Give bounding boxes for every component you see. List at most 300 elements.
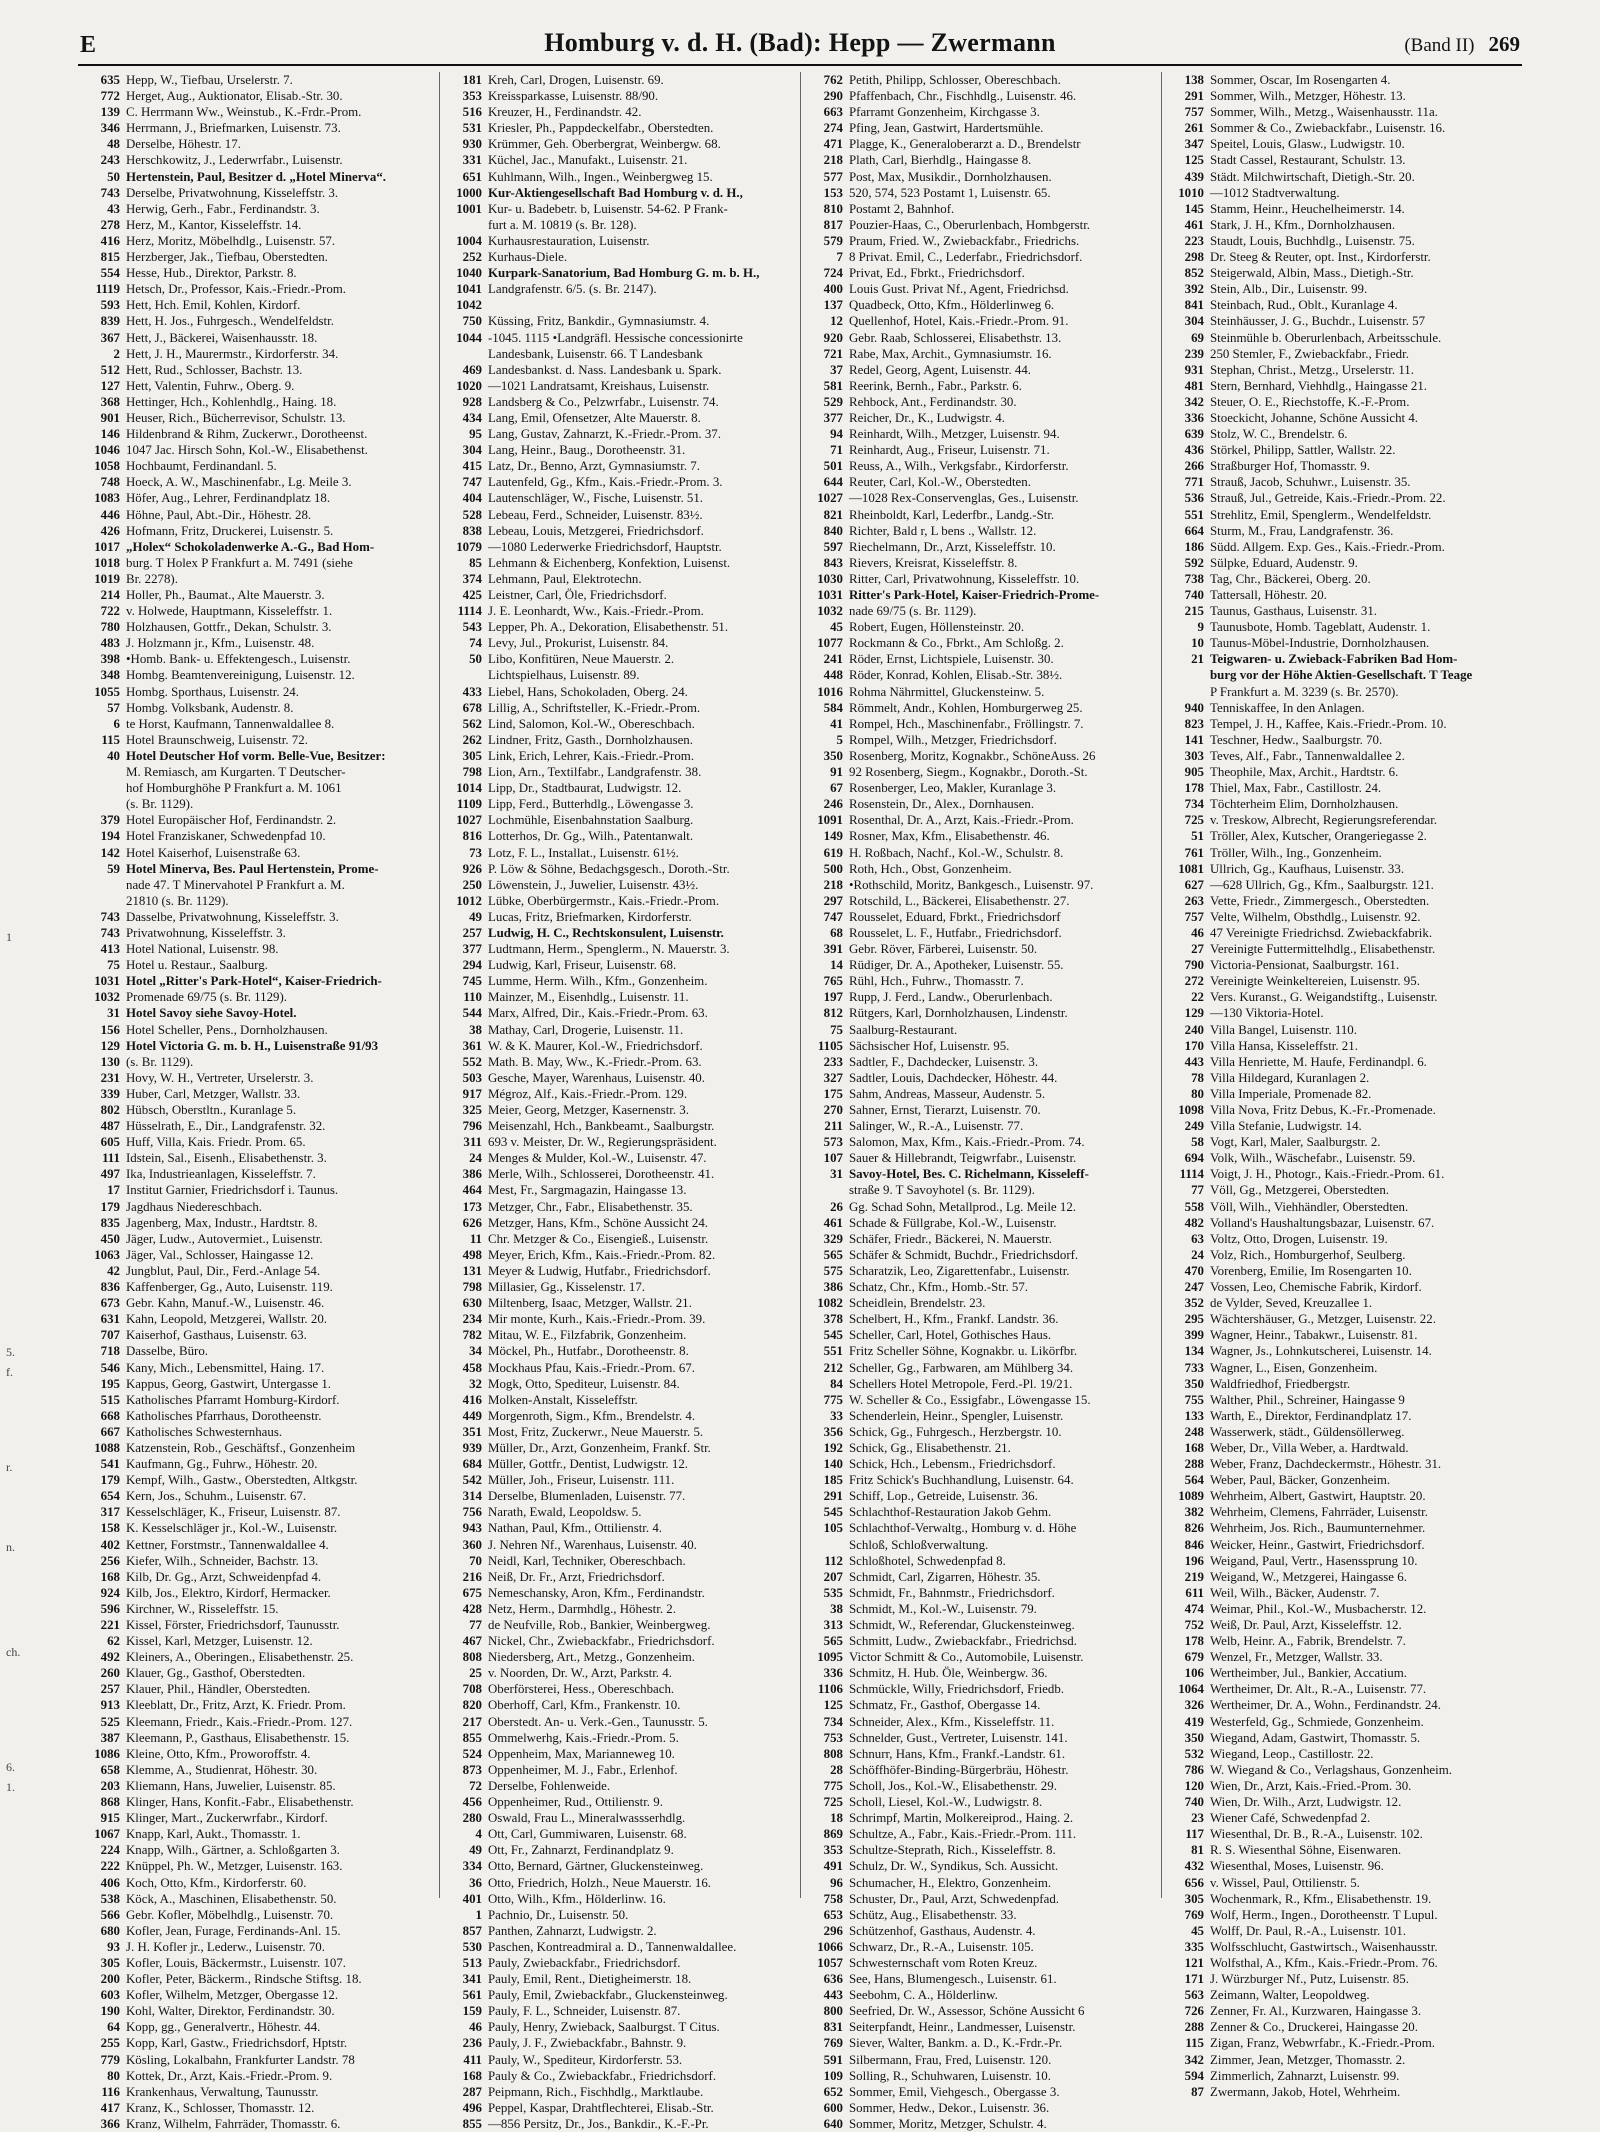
phone-number: 386: [462, 1167, 482, 1182]
directory-entry: [440, 716, 800, 732]
phone-number: 331: [462, 153, 482, 168]
entry-text: Höfer, Aug., Lehrer, Ferdinandplatz 18.: [126, 491, 331, 506]
directory-entry: [801, 764, 1161, 780]
directory-entry: [440, 1714, 800, 1730]
phone-number: 34: [469, 1344, 482, 1359]
directory-entry: [440, 1295, 800, 1311]
directory-entry: [78, 136, 439, 152]
entry-text: Salinger, W., R.-A., Luisenstr. 77.: [849, 1119, 1024, 1134]
directory-entry: [801, 1746, 1161, 1762]
directory-entry: [78, 1472, 439, 1488]
entry-text: Pauly, Henry, Zwieback, Saalburgst. T Citus.: [488, 2020, 720, 2035]
phone-number: 917: [462, 1086, 482, 1101]
phone-number: 105: [823, 1521, 843, 1536]
entry-text: Metzger, Hans, Kfm., Schöne Aussicht 24.: [488, 1215, 709, 1230]
directory-entry: [440, 1858, 800, 1874]
directory-entry: [801, 507, 1161, 523]
phone-number: 261: [1184, 121, 1204, 136]
directory-entry: [78, 1488, 439, 1504]
phone-number: 50: [107, 169, 120, 184]
phone-number: 329: [823, 1231, 843, 1246]
entry-text: Redel, Georg, Agent, Luisenstr. 44.: [849, 362, 1031, 377]
entry-text: Südd. Allgem. Exp. Ges., Kais.-Friedr.-Prom.: [1210, 539, 1445, 554]
entry-text: Zenner, Fr. Al., Kurzwaren, Haingasse 3.: [1210, 2004, 1422, 2019]
phone-number: 116: [101, 2084, 120, 2099]
directory-entry: [440, 1923, 800, 1939]
entry-text: Pauly, Emil, Rent., Dietigheimerstr. 18.: [488, 1972, 692, 1987]
directory-entry: [801, 1279, 1161, 1295]
directory-entry: [1162, 812, 1522, 828]
entry-text: Wochenmark, R., Kfm., Elisabethenstr. 19.: [1210, 1891, 1432, 1906]
phone-number: 619: [823, 845, 843, 860]
entry-text: Weigand, Paul, Vertr., Hasenssprung 10.: [1210, 1553, 1418, 1568]
entry-text: Kreissparkasse, Luisenstr. 88/90.: [488, 89, 659, 104]
entry-text: Kösling, Lokalbahn, Frankfurter Landstr. 78: [126, 2052, 355, 2067]
phone-number: 1105: [817, 1038, 843, 1053]
phone-number: 377: [462, 942, 482, 957]
directory-entry: [78, 1537, 439, 1553]
directory-entry: [1162, 490, 1522, 506]
entry-text: Schenderlein, Heinr., Spengler, Luisenstr.: [849, 1408, 1064, 1423]
phone-number: 443: [823, 1988, 843, 2003]
phone-number: 428: [462, 1601, 482, 1616]
entry-text: Wien, Dr. Wilh., Arzt, Ludwigstr. 12.: [1210, 1795, 1402, 1810]
directory-entry: [78, 555, 439, 571]
phone-number: 1082: [817, 1296, 843, 1311]
entry-text: Hett, J., Bäckerei, Waisenhausstr. 18.: [126, 330, 318, 345]
entry-text: Vogt, Karl, Maler, Saalburgstr. 2.: [1210, 1135, 1381, 1150]
directory-entry: [1162, 1376, 1522, 1392]
entry-text: Wertheimer, Dr. Alt., R.-A., Luisenstr. 77.: [1210, 1682, 1427, 1697]
entry-text: Siever, Walter, Bankm. a. D., K.-Frdr.-Pr.: [849, 2036, 1063, 2051]
entry-text: Derselbe, Blumenladen, Luisenstr. 77.: [488, 1489, 686, 1504]
entry-text: Peppel, Kaspar, Drahtflechterei, Elisab.-Str.: [488, 2100, 714, 2115]
directory-entry: [440, 989, 800, 1005]
phone-number: 1063: [94, 1247, 120, 1262]
phone-number: 762: [823, 73, 843, 87]
directory-entry: [1162, 1022, 1522, 1038]
directory-entry: [1162, 1504, 1522, 1520]
entry-text: Zigan, Franz, Webwrfabr., K.-Friedr.-Prom.: [1210, 2036, 1435, 2051]
entry-text: M. Remiasch, am Kurgarten. T Deutscher-: [126, 765, 346, 780]
entry-text: Metzger, Chr., Fabr., Elisabethenstr. 35.: [488, 1199, 693, 1214]
directory-entry: [440, 1247, 800, 1263]
phone-number: 664: [1184, 523, 1204, 538]
phone-number: 5: [836, 732, 843, 747]
phone-number: 1030: [817, 571, 843, 586]
entry-text: Schmitz, H. Hub. Öle, Weinbergw. 36.: [849, 1666, 1048, 1681]
phone-number: 67: [830, 781, 843, 796]
directory-entry: [440, 1231, 800, 1247]
phone-number: 140: [823, 1457, 843, 1472]
entry-text: Schöffhöfer-Binding-Bürgerbräu, Höhestr.: [849, 1762, 1069, 1777]
directory-entry: [440, 88, 800, 104]
directory-entry: [440, 346, 800, 362]
directory-entry: [1162, 1086, 1522, 1102]
directory-entry: [1162, 1215, 1522, 1231]
phone-number: 236: [462, 2036, 482, 2051]
directory-entry: [801, 458, 1161, 474]
entry-text: Hübsch, Oberstltn., Kuranlage 5.: [126, 1103, 297, 1117]
phone-number: 1086: [94, 1746, 120, 1761]
directory-entry: [801, 539, 1161, 555]
entry-text: Klemme, A., Studienrat, Höhestr. 30.: [126, 1762, 318, 1777]
phone-number: 558: [1184, 1199, 1204, 1214]
directory-entry: [1162, 1858, 1522, 1874]
entry-text: Millasier, Gg., Kisselenstr. 17.: [488, 1280, 646, 1295]
directory-entry: [78, 1054, 439, 1070]
entry-text: Lumme, Herm. Wilh., Kfm., Gonzenheim.: [488, 974, 708, 989]
entry-text: Victoria-Pensionat, Saalburgstr. 161.: [1210, 958, 1400, 973]
directory-entry: [1162, 233, 1522, 249]
directory-entry: [440, 635, 800, 651]
entry-text: Schnelder, Gust., Vertreter, Luisenstr. 141.: [849, 1730, 1068, 1745]
directory-entry: [1162, 1360, 1522, 1376]
phone-number: 765: [823, 974, 843, 989]
entry-text: Rühl, Hch., Fuhrw., Thomasstr. 7.: [849, 974, 1024, 989]
directory-entry: [78, 474, 439, 490]
phone-number: 262: [462, 732, 482, 747]
phone-number: 211: [824, 1119, 843, 1134]
directory-entry: [78, 732, 439, 748]
phone-number: 1089: [1178, 1489, 1204, 1504]
phone-number: 50: [469, 652, 482, 667]
phone-number: 129: [100, 1038, 120, 1053]
entry-text: Gebr. Röver, Färberei, Luisenstr. 50.: [849, 942, 1038, 957]
phone-number: 341: [462, 1972, 482, 1987]
directory-entry: [440, 1263, 800, 1279]
directory-entry: [78, 1311, 439, 1327]
directory-entry: [1162, 925, 1522, 941]
entry-text: Strauß, Jul., Getreide, Kais.-Friedr.-Prom. 22.: [1210, 491, 1446, 506]
phone-number: 80: [107, 2068, 120, 2083]
phone-number: 378: [823, 1312, 843, 1327]
entry-text: Lindner, Fritz, Gasth., Dornholzhausen.: [488, 732, 693, 747]
directory-entry: [440, 378, 800, 394]
phone-number: 241: [823, 652, 843, 667]
entry-text: Hotel Scheller, Pens., Dornholzhausen.: [126, 1022, 328, 1037]
entry-text: Kofler, Louis, Bäckermstr., Luisenstr. 107.: [126, 1955, 347, 1970]
margin-mark: 1.: [6, 1780, 15, 1794]
entry-text: Lotterhos, Dr. Gg., Wilh., Patentanwalt.: [488, 829, 694, 844]
entry-text: Institut Garnier, Friedrichsdorf i. Taunus.: [126, 1183, 339, 1198]
phone-number: 901: [100, 410, 120, 425]
phone-number: 839: [100, 314, 120, 329]
phone-number: 247: [1184, 1280, 1204, 1295]
phone-number: 500: [823, 861, 843, 876]
directory-entry: [1162, 716, 1522, 732]
entry-text: Schäfer & Schmidt, Buchdr., Friedrichsdorf.: [849, 1247, 1079, 1262]
phone-number: 391: [823, 942, 843, 957]
directory-entry: [78, 1746, 439, 1762]
entry-text: Schultze-Steprath, Rich., Kisseleffstr. 8.: [849, 1843, 1056, 1858]
phone-number: 173: [462, 1199, 482, 1214]
entry-text: Rabe, Max, Archit., Gymnasiumstr. 16.: [849, 346, 1052, 361]
entry-text: Savoy-Hotel, Bes. C. Richelmann, Kisseleff-: [849, 1167, 1089, 1182]
entry-text: v. Noorden, Dr. W., Arzt, Parkstr. 4.: [488, 1666, 672, 1681]
directory-entry: [801, 651, 1161, 667]
phone-number: 37: [830, 362, 843, 377]
phone-number: 288: [1184, 2020, 1204, 2035]
directory-entry: [801, 748, 1161, 764]
entry-text: Vers. Kuranst., G. Weigandstiftg., Luisenstr.: [1210, 990, 1438, 1005]
phone-number: 1098: [1178, 1103, 1204, 1117]
directory-entry: [801, 1295, 1161, 1311]
phone-number: 181: [462, 73, 482, 87]
entry-text: Kopp, gg., Generalvertr., Höhestr. 44.: [126, 2020, 321, 2035]
phone-number: 145: [1184, 201, 1204, 216]
entry-text: Sommer & Co., Zwiebackfabr., Luisenstr. 16.: [1210, 121, 1446, 136]
phone-number: 644: [823, 475, 843, 490]
entry-text: Herwig, Gerh., Fabr., Ferdinandstr. 3.: [126, 201, 320, 216]
directory-entry: [801, 796, 1161, 812]
phone-number: 377: [823, 410, 843, 425]
entry-text: Hotel Deutscher Hof vorm. Belle-Vue, Besitzer:: [126, 748, 386, 763]
phone-number: 10: [1191, 636, 1204, 651]
directory-entry: [1162, 1038, 1522, 1054]
phone-number: 196: [1184, 1553, 1204, 1568]
entry-text: Landesbankst. d. Nass. Landesbank u. Spark.: [488, 362, 722, 377]
phone-number: 573: [823, 1135, 843, 1150]
directory-entry: [1162, 1939, 1522, 1955]
header-volume: [1404, 32, 1520, 57]
phone-number: 786: [1184, 1762, 1204, 1777]
phone-number: 231: [100, 1070, 120, 1085]
entry-text: Westerfeld, Gg., Schmiede, Gonzenheim.: [1210, 1714, 1424, 1729]
directory-entry: [1162, 474, 1522, 490]
phone-number: 748: [100, 475, 120, 490]
directory-entry: [78, 1810, 439, 1826]
directory-entry: [440, 1327, 800, 1343]
entry-text: Schiff, Lop., Getreide, Luisenstr. 36.: [849, 1489, 1038, 1504]
phone-number: 374: [462, 571, 482, 586]
phone-number: 780: [100, 620, 120, 635]
directory-entry: [78, 1279, 439, 1295]
entry-text: hof Homburghöhe P Frankfurt a. M. 1061: [126, 781, 342, 796]
directory-entry: [1162, 1778, 1522, 1794]
phone-number: 207: [823, 1569, 843, 1584]
directory-entry: [78, 1601, 439, 1617]
phone-number: 146: [100, 427, 120, 442]
phone-number: 1042: [456, 298, 482, 313]
phone-number: 353: [823, 1843, 843, 1858]
entry-text: te Horst, Kaufmann, Tannenwaldallee 8.: [126, 716, 335, 731]
directory-entry: [78, 1327, 439, 1343]
phone-number: 96: [830, 1875, 843, 1890]
phone-number: 769: [1184, 1907, 1204, 1922]
phone-number: 156: [100, 1022, 120, 1037]
entry-text: Rockmann & Co., Fbrkt., Am Schloßg. 2.: [849, 636, 1064, 651]
entry-text: Ludwig, Karl, Friseur, Luisenstr. 68.: [488, 958, 677, 973]
directory-entry: [1162, 1150, 1522, 1166]
directory-entry: [1162, 523, 1522, 539]
directory-entry: [801, 1118, 1161, 1134]
entry-text: Molken-Anstalt, Kisseleffstr.: [488, 1392, 638, 1407]
entry-text: Schick, Hch., Lebensm., Friedrichsdorf.: [849, 1457, 1056, 1472]
phone-number: 350: [1184, 1376, 1204, 1391]
entry-text: Ullrich, Gg., Kaufhaus, Luisenstr. 33.: [1210, 861, 1405, 876]
entry-text: Postamt 2, Bahnhof.: [849, 201, 955, 216]
phone-number: 24: [1191, 1247, 1204, 1262]
directory-entry: [78, 233, 439, 249]
phone-number: 401: [462, 1891, 482, 1906]
directory-entry: [801, 1810, 1161, 1826]
entry-text: Quadbeck, Otto, Kfm., Hölderlinweg 6.: [849, 298, 1055, 313]
directory-entry: [1162, 1134, 1522, 1150]
entry-text: Herz, M., Kantor, Kisseleffstr. 14.: [126, 217, 302, 232]
phone-number: 503: [462, 1070, 482, 1085]
directory-entry: [1162, 1424, 1522, 1440]
directory-entry: [801, 1504, 1161, 1520]
entry-text: Quellenhof, Hotel, Kais.-Friedr.-Prom. 91.: [849, 314, 1069, 329]
entry-text: Hotel Kaiserhof, Luisenstraße 63.: [126, 845, 301, 860]
directory-entry: [1162, 1746, 1522, 1762]
directory-entry: [1162, 1279, 1522, 1295]
directory-entry: [78, 1456, 439, 1472]
entry-text: Rotschild, L., Bäckerei, Elisabethenstr. 27.: [849, 893, 1070, 908]
directory-entry: [78, 1697, 439, 1713]
phone-number: 107: [823, 1151, 843, 1166]
phone-number: 678: [462, 700, 482, 715]
directory-entry: [801, 1327, 1161, 1343]
phone-number: 596: [100, 1601, 120, 1616]
directory-entry: [801, 635, 1161, 651]
phone-number: 77: [469, 1618, 482, 1632]
entry-text: Derselbe, Privatwohnung, Kisseleffstr. 3.: [126, 185, 339, 200]
directory-entry: [78, 828, 439, 844]
directory-entry: [440, 957, 800, 973]
phone-number: 675: [462, 1585, 482, 1600]
phone-number: 336: [823, 1666, 843, 1681]
phone-number: 680: [100, 1923, 120, 1938]
directory-entry: [78, 1939, 439, 1955]
phone-number: 532: [1184, 1746, 1204, 1761]
phone-number: 270: [823, 1103, 843, 1117]
phone-number: 1000: [456, 185, 482, 200]
directory-entry: [801, 957, 1161, 973]
directory-entry: [440, 507, 800, 523]
phone-number: 141: [1184, 732, 1204, 747]
entry-text: Schloßhotel, Schwedenpfad 8.: [849, 1553, 1006, 1568]
entry-text: Reerink, Bernh., Fabr., Parkstr. 6.: [849, 378, 1022, 393]
entry-text: Riechelmann, Dr., Arzt, Kisseleffstr. 10.: [849, 539, 1056, 554]
entry-text: Rüdiger, Dr. A., Apotheker, Luisenstr. 55.: [849, 958, 1064, 973]
directory-entry: [1162, 684, 1522, 700]
phone-number: 820: [462, 1698, 482, 1713]
entry-text: Kaufmann, Gg., Fuhrw., Höhestr. 20.: [126, 1457, 318, 1472]
entry-text: Holzhausen, Gottfr., Dekan, Schulstr. 3.: [126, 620, 332, 635]
directory-entry: [440, 233, 800, 249]
phone-number: 85: [469, 555, 482, 570]
directory-entry: [801, 1649, 1161, 1665]
phone-number: 605: [100, 1135, 120, 1150]
phone-number: 939: [462, 1440, 482, 1455]
directory-entry: [801, 716, 1161, 732]
directory-entry: [78, 1376, 439, 1392]
directory-entry: [78, 362, 439, 378]
phone-number: 575: [823, 1263, 843, 1278]
entry-text: Kofler, Wilhelm, Metzger, Obergasse 12.: [126, 1988, 339, 2003]
directory-entry: [440, 1649, 800, 1665]
phone-number: 846: [1184, 1537, 1204, 1552]
directory-entry: [440, 684, 800, 700]
entry-text: burg. T Holex P Frankfurt a. M. 7491 (siehe: [126, 555, 353, 570]
directory-entry: [1162, 1987, 1522, 2003]
directory-entry: [440, 410, 800, 426]
entry-text: Hett, Hch. Emil, Kohlen, Kirdorf.: [126, 298, 301, 313]
directory-entry: [1162, 426, 1522, 442]
directory-entry: [1162, 185, 1522, 201]
entry-text: Nemeschansky, Aron, Kfm., Ferdinandstr.: [488, 1585, 705, 1600]
directory-entry: [78, 169, 439, 185]
directory-entry: [1162, 136, 1522, 152]
entry-text: Schmidt, W., Referendar, Gluckensteinweg.: [849, 1618, 1075, 1632]
phone-number: 2: [113, 346, 120, 361]
phone-number: 1114: [1179, 1167, 1204, 1182]
directory-entry: [1162, 265, 1522, 281]
phone-number: 461: [1184, 217, 1204, 232]
directory-entry: [801, 233, 1161, 249]
page-title: Homburg v. d. H. (Bad): Hepp — Zwermann: [544, 28, 1056, 57]
phone-number: 250: [462, 877, 482, 892]
directory-entry: [78, 1440, 439, 1456]
phone-number: 743: [100, 185, 120, 200]
entry-text: Ludwig, H. C., Rechtskonsulent, Luisenstr.: [488, 925, 724, 940]
phone-number: 416: [462, 1392, 482, 1407]
entry-text: Hett, Rud., Schlosser, Bachstr. 13.: [126, 362, 303, 377]
entry-text: Lion, Arn., Textilfabr., Landgrafenstr. 38.: [488, 765, 702, 780]
phone-number: 186: [1184, 539, 1204, 554]
phone-number: 815: [100, 250, 120, 265]
entry-text: Netz, Herm., Darmhdlg., Höhestr. 2.: [488, 1601, 676, 1616]
directory-entry: [801, 1842, 1161, 1858]
entry-text: Landsberg & Co., Pelzwrfabr., Luisenstr. 74.: [488, 394, 719, 409]
entry-text: Teschner, Hedw., Saalburgstr. 70.: [1210, 732, 1383, 747]
entry-text: Schrimpf, Martin, Molkereiprod., Haing. 2.: [849, 1811, 1074, 1826]
left-margin-marks: [0, 0, 30, 1920]
phone-number: 636: [823, 1972, 843, 1987]
phone-number: 733: [1184, 1360, 1204, 1375]
phone-number: 110: [463, 990, 482, 1005]
directory-entry: [1162, 587, 1522, 603]
phone-number: 70: [469, 1553, 482, 1568]
directory-entry: [78, 490, 439, 506]
phone-number: 153: [823, 185, 843, 200]
entry-text: Hotel National, Luisenstr. 98.: [126, 942, 279, 957]
phone-number: 411: [463, 2052, 482, 2067]
phone-number: 1046: [94, 443, 120, 458]
directory-entry: [1162, 362, 1522, 378]
directory-entry: [78, 925, 439, 941]
directory-entry: [801, 893, 1161, 909]
phone-number: 492: [100, 1650, 120, 1665]
entry-text: Wagner, Js., Lohnkutscherei, Luisenstr. 14.: [1210, 1344, 1432, 1359]
directory-entry: [78, 1955, 439, 1971]
entry-text: Pauly & Co., Zwiebackfabr., Friedrichsdorf.: [488, 2068, 717, 2083]
entry-text: Katholisches Pfarrhaus, Dorotheenstr.: [126, 1408, 322, 1423]
directory-entry: [440, 1504, 800, 1520]
phone-number: 905: [1184, 765, 1204, 780]
phone-number: 515: [100, 1392, 120, 1407]
header-rule: [78, 64, 1522, 66]
phone-number: 464: [462, 1183, 482, 1198]
directory-entry: [440, 1199, 800, 1215]
phone-number: 469: [462, 362, 482, 377]
directory-entry: [78, 1215, 439, 1231]
directory-entry: [801, 1022, 1161, 1038]
phone-number: 327: [823, 1070, 843, 1085]
directory-entry: [440, 1875, 800, 1891]
